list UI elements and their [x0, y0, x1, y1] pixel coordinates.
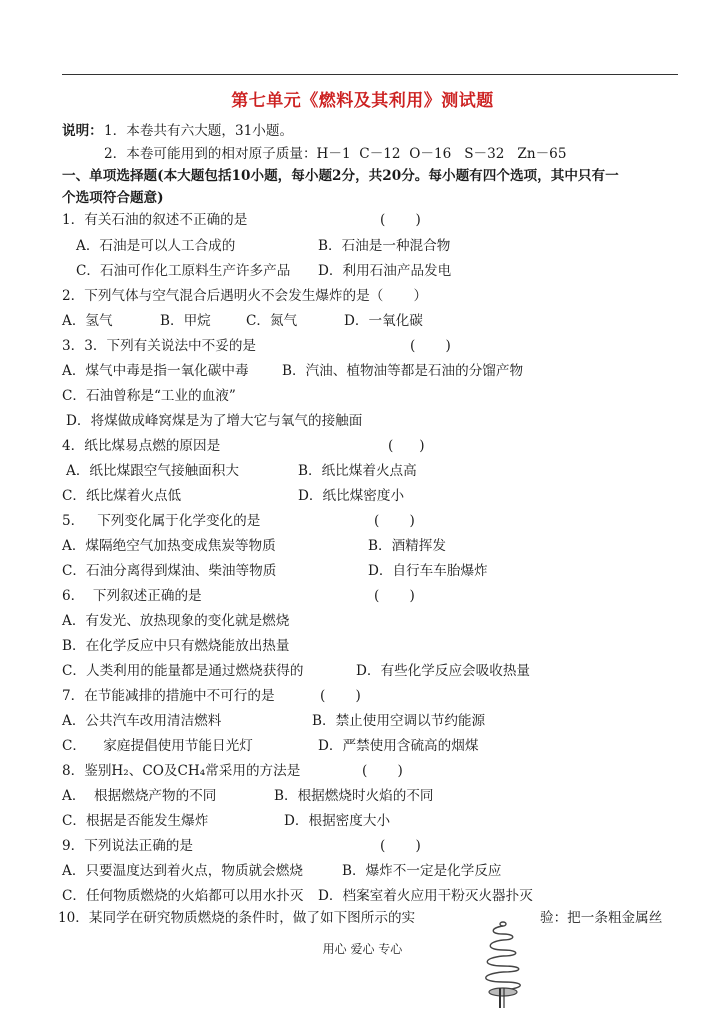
question-7-option-a: A．公共汽车改用清洁燃料 — [62, 713, 222, 729]
question-6-option-c: C．人类利用的能量都是通过燃烧获得的 — [62, 663, 304, 679]
question-5-option-c: C．石油分离得到煤油、柴油等物质 — [62, 563, 277, 579]
header-rule — [62, 74, 678, 75]
question-7-option-c: C． 家庭提倡使用节能日光灯 — [62, 738, 253, 754]
question-1-option-a: A．石油是可以人工合成的 — [76, 238, 236, 254]
question-3-option-b: B．汽油、植物油等都是石油的分馏产物 — [282, 363, 524, 379]
question-8-option-c: C．根据是否能发生爆炸 — [62, 813, 209, 829]
question-7-stem: 7．在节能减排的措施中不可行的是 — [62, 688, 275, 704]
question-4-option-c: C．纸比煤着火点低 — [62, 488, 182, 504]
question-8-option-d: D．根据密度大小 — [284, 813, 391, 829]
question-9-option-b: B．爆炸不一定是化学反应 — [342, 863, 502, 879]
page-footer: 用心 爱心 专心 — [322, 942, 403, 956]
question-2-option-c: C．氮气 — [246, 313, 298, 329]
question-2-option-a: A．氢气 — [62, 313, 113, 329]
question-1-stem: 1．有关石油的叙述不正确的是 — [62, 212, 248, 228]
question-5-option-d: D．自行车车胎爆炸 — [368, 563, 488, 579]
question-5-stem: 5． 下列变化属于化学变化的是 — [62, 513, 261, 529]
question-3-option-d: D．将煤做成峰窝煤是为了增大它与氧气的接触面 — [66, 413, 363, 429]
question-5-option-a: A．煤隔绝空气加热变成焦炭等物质 — [62, 538, 276, 554]
question-2-stem: 2．下列气体与空气混合后遇明火不会发生爆炸的是（ ） — [62, 288, 428, 304]
question-4-option-a: A．纸比煤跟空气接触面积大 — [66, 463, 239, 479]
section-heading-line1: 一、单项选择题(本大题包括10小题，每小题2分，共20分。每小题有四个选项，其中只有一 — [62, 168, 619, 184]
question-3-option-a: A．煤气中毒是指一氧化碳中毒 — [62, 363, 249, 379]
question-4-stem: 4．纸比煤易点燃的原因是 — [62, 438, 221, 454]
question-6-option-a: A．有发光、放热现象的变化就是燃烧 — [62, 613, 290, 629]
question-8-answer-blank: ( ) — [362, 763, 403, 779]
question-4-answer-blank: ( ) — [388, 438, 425, 454]
question-6-stem: 6． 下列叙述正确的是 — [62, 588, 202, 604]
question-9-option-d: D．档案室着火应用干粉灭火器扑灭 — [318, 888, 533, 904]
question-3-option-c: C．石油曾称是“工业的血液” — [62, 388, 236, 404]
question-1-option-c: C．石油可作化工原料生产许多产品 — [76, 263, 291, 279]
question-9-stem: 9．下列说法正确的是 — [62, 838, 193, 854]
question-1-option-d: D．利用石油产品发电 — [318, 263, 452, 279]
question-3-stem: 3．3．下列有关说法中不妥的是 — [62, 338, 257, 354]
question-1-answer-blank: ( ) — [380, 212, 421, 228]
question-4-option-d: D．纸比煤密度小 — [298, 488, 405, 504]
question-8-option-a: A． 根据燃烧产物的不同 — [62, 788, 217, 804]
note-item-2: 2．本卷可能用到的相对原子质量：H－1 C－12 O－16 S－32 Zn－65 — [104, 146, 567, 162]
question-1-option-b: B．石油是一种混合物 — [318, 238, 451, 254]
question-9-option-c: C．任何物质燃烧的火焰都可以用水扑灭 — [62, 888, 304, 904]
metal-coil-illustration — [470, 918, 538, 1008]
question-9-answer-blank: ( ) — [380, 838, 421, 854]
question-8-stem: 8．鉴别H₂、CO及CH₄常采用的方法是 — [62, 763, 301, 779]
question-7-option-d: D．严禁使用含硫高的烟煤 — [318, 738, 479, 754]
question-10-stem: 10．某同学在研究物质燃烧的条件时，做了如下图所示的实 — [58, 910, 416, 926]
question-2-option-b: B．甲烷 — [160, 313, 211, 329]
question-4-option-b: B．纸比煤着火点高 — [298, 463, 417, 479]
section-heading-line2: 个选项符合题意) — [62, 190, 164, 206]
question-6-option-d: D．有些化学反应会吸收热量 — [356, 663, 531, 679]
question-9-option-a: A．只要温度达到着火点，物质就会燃烧 — [62, 863, 303, 879]
question-7-answer-blank: ( ) — [320, 688, 361, 704]
note-item-1: 1．本卷共有六大题，31小题。 — [104, 123, 294, 139]
question-2-option-d: D．一氧化碳 — [344, 313, 423, 329]
page-title: 第七单元《燃料及其利用》测试题 — [231, 91, 494, 111]
question-5-answer-blank: ( ) — [374, 513, 415, 529]
question-5-option-b: B．酒精挥发 — [368, 538, 446, 554]
question-6-option-b: B．在化学反应中只有燃烧能放出热量 — [62, 638, 290, 654]
question-10-stem-continued: 验：把一条粗金属丝 — [540, 910, 663, 926]
note-label: 说明： — [62, 123, 103, 139]
question-6-answer-blank: ( ) — [374, 588, 415, 604]
question-8-option-b: B．根据燃烧时火焰的不同 — [274, 788, 434, 804]
question-3-answer-blank: ( ) — [410, 338, 451, 354]
question-7-option-b: B．禁止使用空调以节约能源 — [312, 713, 486, 729]
